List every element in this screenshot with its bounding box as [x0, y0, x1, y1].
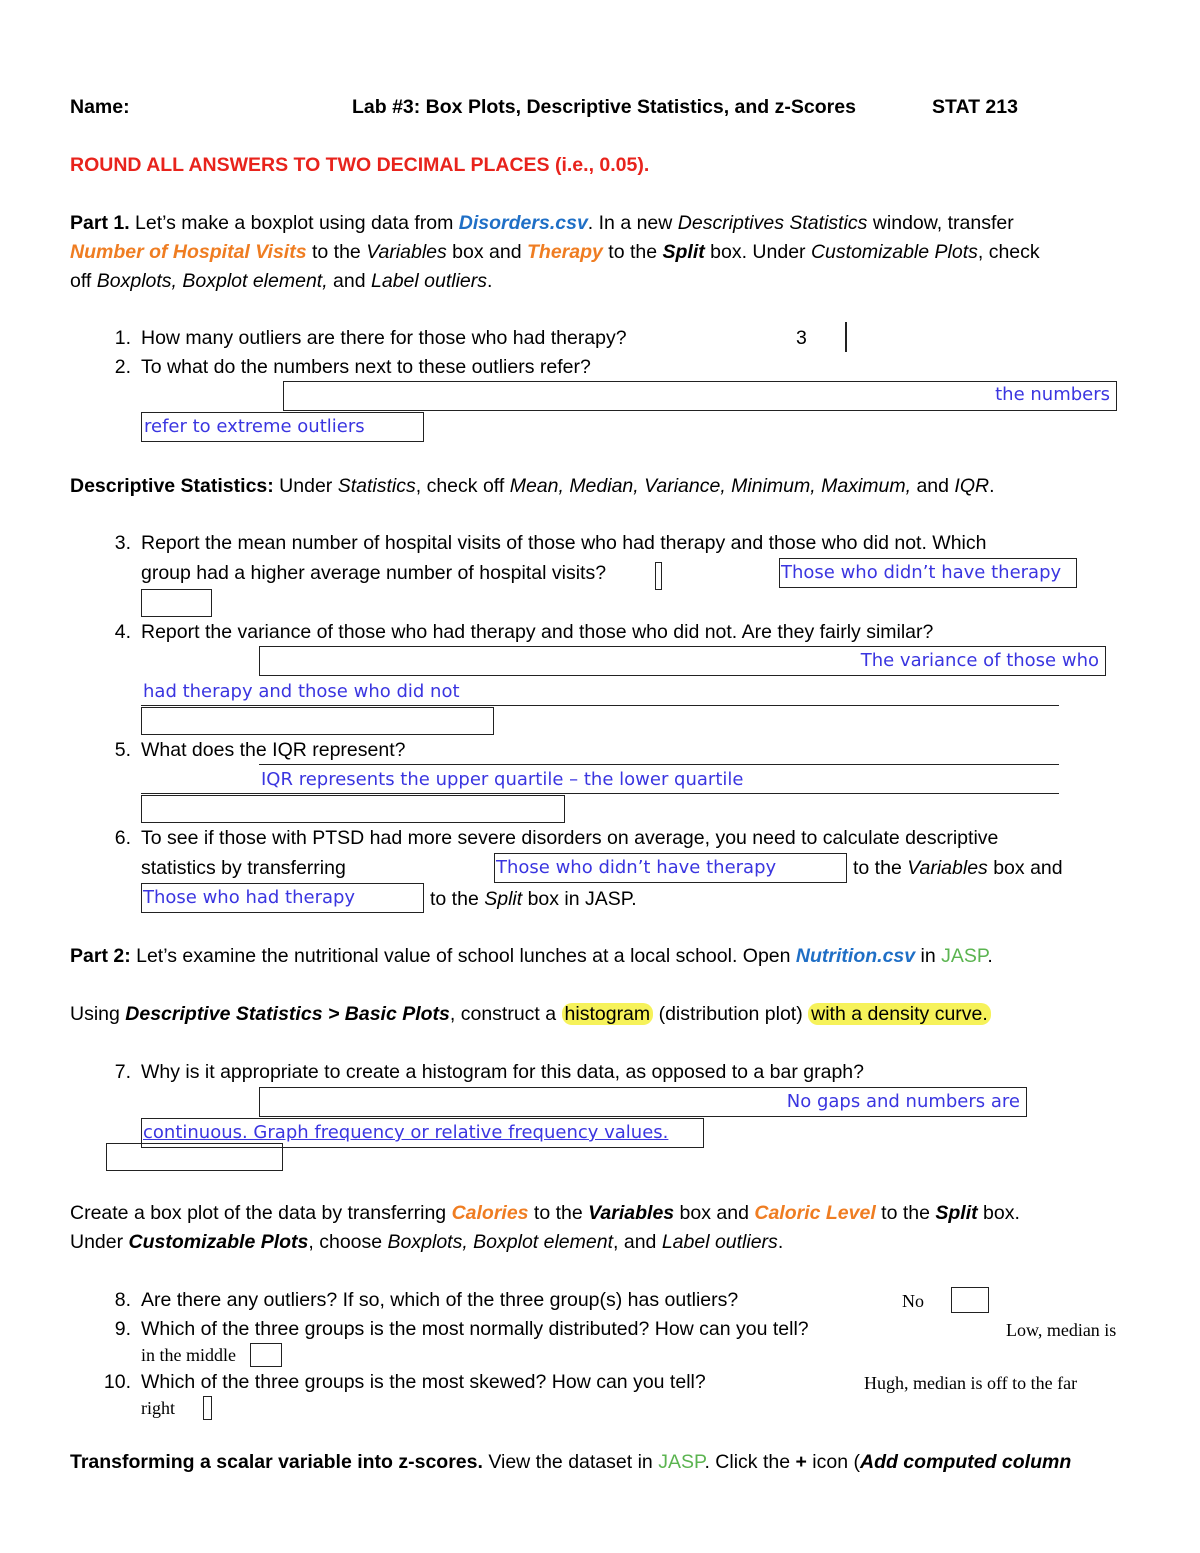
part1-line3 — [70, 270, 492, 293]
answer-text: No gaps and numbers are — [786, 1091, 1020, 1112]
section-label: Transforming a scalar variable into z-scores. — [70, 1451, 483, 1473]
histogram-instruction — [70, 1003, 991, 1026]
text: . — [987, 945, 993, 967]
question-text: What does the IQR represent? — [141, 739, 406, 761]
disorders-file: Disorders.csv — [458, 212, 588, 234]
question-text: Report the mean number of hospital visits of those who had therapy and those who did not. Which — [141, 532, 987, 554]
text: box and — [446, 241, 527, 263]
answer-4-underline — [141, 705, 1059, 706]
question-text: To see if those with PTSD had more severe disorders on average, you need to calculate descriptive — [141, 827, 999, 849]
part2-paragraph — [70, 945, 993, 968]
question-number: 4. — [114, 621, 131, 643]
question-number: 7. — [114, 1061, 131, 1083]
question-text: Are there any outliers? If so, which of the three group(s) has outliers? — [141, 1289, 739, 1311]
text: to the — [602, 241, 663, 263]
text: to the — [306, 241, 367, 263]
answer-1-field[interactable]: 3 — [796, 327, 807, 349]
part1-line2 — [70, 241, 1040, 264]
name-label: Name: — [70, 96, 130, 118]
course-code: STAT 213 — [932, 96, 1018, 118]
answer-5-underline — [141, 793, 1059, 794]
text: Boxplots, Boxplot element — [387, 1231, 614, 1253]
section-label: Part 2: — [70, 945, 131, 967]
answer-5-field[interactable] — [141, 795, 565, 823]
text: , and — [613, 1231, 662, 1253]
answer-9-text-b: in the middle — [141, 1345, 236, 1365]
text: Add computed column — [859, 1451, 1072, 1473]
lab-title: Lab #3: Box Plots, Descriptive Statistics, and z-Scores — [352, 96, 856, 118]
text: . In a new — [587, 212, 678, 234]
text: . — [989, 475, 995, 497]
answer-6-field-b[interactable] — [141, 883, 424, 913]
question-text: Which of the three groups is the most skewed? How can you tell? — [141, 1371, 706, 1393]
section-label: Descriptive Statistics: — [70, 475, 274, 497]
text: and — [911, 475, 955, 497]
boxplot-instruction-line2 — [70, 1231, 783, 1254]
text: , check off — [415, 475, 510, 497]
text-cursor-box — [655, 562, 662, 590]
answer-4-field-b[interactable] — [141, 707, 494, 735]
answer-10-field[interactable] — [203, 1396, 212, 1420]
text: Label outliers — [371, 270, 488, 292]
answer-text: Those who had therapy — [143, 887, 356, 908]
descriptive-stats-paragraph — [70, 475, 995, 498]
answer-3-field-b[interactable] — [141, 589, 212, 617]
answer-10-text-a: Hugh, median is off to the far — [864, 1373, 1078, 1393]
answer-9-text-a: Low, median is — [1006, 1320, 1117, 1340]
question-6 — [95, 827, 998, 850]
text: . Click the — [704, 1451, 796, 1473]
text: Mean, Median, Variance, Minimum, Maximum, — [509, 475, 912, 497]
var-hospital-visits: Number of Hospital Visits — [70, 241, 307, 263]
answer-4-text-b: had therapy and those who did not — [143, 681, 460, 702]
answer-text: Those who didn’t have therapy — [781, 562, 1062, 583]
answer-text: the numbers — [995, 384, 1110, 405]
question-6-tail-b — [430, 888, 637, 911]
answer-5-top-line — [259, 764, 1059, 765]
question-number: 5. — [114, 739, 131, 761]
text: Under — [70, 1231, 129, 1253]
text: to the — [853, 857, 908, 879]
text: IQR — [954, 475, 990, 497]
question-4 — [95, 621, 933, 644]
text: (distribution plot) — [653, 1003, 809, 1025]
boxplot-instruction — [70, 1202, 1020, 1225]
highlight-histogram: histogram — [562, 1003, 654, 1025]
question-number: 9. — [114, 1318, 131, 1340]
question-6-tail-a — [853, 857, 1063, 880]
var-caloric-level: Caloric Level — [754, 1202, 876, 1224]
text: . — [777, 1231, 784, 1253]
plus-icon: + — [795, 1451, 807, 1473]
question-6-line2: statistics by transferring — [141, 857, 346, 879]
question-number: 10. — [103, 1371, 131, 1393]
question-3-line2: group had a higher average number of hospital visits? — [141, 562, 607, 584]
question-10 — [95, 1371, 706, 1394]
text: Variables — [366, 241, 447, 263]
question-1 — [95, 327, 627, 350]
answer-8-field[interactable] — [951, 1287, 989, 1313]
question-number: 1. — [114, 327, 131, 349]
text: , check — [977, 241, 1040, 263]
text: Split — [662, 241, 705, 263]
question-text: Why is it appropriate to create a histogram for this data, as opposed to a bar graph? — [141, 1061, 864, 1083]
question-number: 2. — [114, 356, 131, 378]
question-5 — [95, 739, 405, 762]
answer-4-field-a[interactable] — [259, 646, 1106, 676]
text: to the — [430, 888, 485, 910]
part1-label: Part 1. — [70, 212, 130, 234]
answer-text: The variance of those who — [860, 650, 1099, 671]
question-number: 3. — [114, 532, 131, 554]
text: Under — [273, 475, 338, 497]
text: Split — [484, 888, 523, 910]
var-therapy: Therapy — [527, 241, 603, 263]
text: box. Under — [704, 241, 811, 263]
text: Customizable Plots — [128, 1231, 309, 1253]
var-calories: Calories — [451, 1202, 529, 1224]
answer-7-field-c[interactable] — [106, 1143, 283, 1171]
question-text: To what do the numbers next to these outliers refer? — [141, 356, 591, 378]
text: Label outliers — [661, 1231, 778, 1253]
text: , choose — [308, 1231, 388, 1253]
text: box and — [674, 1202, 755, 1224]
text: box. — [977, 1202, 1020, 1224]
answer-text: continuous. Graph frequency or relative frequency values. — [143, 1122, 669, 1143]
answer-7-field-a[interactable] — [259, 1087, 1027, 1117]
answer-5-text: IQR represents the upper quartile – the lower quartile — [261, 769, 744, 790]
text-cursor — [845, 322, 847, 352]
zscore-paragraph — [70, 1451, 1071, 1474]
text: in — [915, 945, 942, 967]
text: Split — [935, 1202, 978, 1224]
jasp-app: JASP — [941, 945, 988, 967]
question-number: 8. — [114, 1289, 131, 1311]
question-text: Report the variance of those who had therapy and those who did not. Are they fairly similar? — [141, 621, 934, 643]
text: Using — [70, 1003, 126, 1025]
rounding-instruction: ROUND ALL ANSWERS TO TWO DECIMAL PLACES (i.e., 0.05). — [70, 154, 650, 176]
text: window, transfer — [867, 212, 1014, 234]
text: to the — [528, 1202, 589, 1224]
nutrition-file: Nutrition.csv — [795, 945, 916, 967]
text: Create a box plot of the data by transferring — [70, 1202, 452, 1224]
text: , construct a — [449, 1003, 562, 1025]
highlight-density-curve: with a density curve. — [808, 1003, 991, 1025]
question-2 — [95, 356, 591, 379]
text: box in JASP. — [522, 888, 637, 910]
text: to the — [875, 1202, 936, 1224]
part1-paragraph — [70, 212, 1014, 235]
question-number: 6. — [114, 827, 131, 849]
text: Customizable Plots — [810, 241, 978, 263]
answer-2-field-b[interactable] — [141, 412, 424, 442]
text: View the dataset in — [482, 1451, 659, 1473]
text: Descriptives Statistics — [677, 212, 868, 234]
text: and — [327, 270, 372, 292]
question-3 — [95, 532, 987, 555]
answer-2-field-a[interactable] — [283, 381, 1117, 411]
text: Let’s examine the nutritional value of school lunches at a local school. Open — [130, 945, 796, 967]
answer-8-text: No — [902, 1291, 924, 1311]
question-text: Which of the three groups is the most normally distributed? How can you tell? — [141, 1318, 809, 1340]
text: . — [487, 270, 493, 292]
text: Descriptive Statistics > Basic Plots — [125, 1003, 450, 1025]
text: Statistics — [337, 475, 416, 497]
text: box and — [987, 857, 1063, 879]
question-7 — [95, 1061, 864, 1084]
question-9 — [95, 1318, 809, 1341]
answer-9-field[interactable] — [250, 1343, 282, 1367]
answer-text: Those who didn’t have therapy — [496, 857, 777, 878]
question-8 — [95, 1289, 738, 1312]
question-text: How many outliers are there for those who had therapy? — [141, 327, 627, 349]
text: icon ( — [806, 1451, 860, 1473]
text: off — [70, 270, 97, 292]
text: Boxplots, Boxplot element, — [96, 270, 328, 292]
text: Variables — [907, 857, 988, 879]
answer-6-field-a[interactable] — [494, 853, 847, 883]
answer-3-field-a[interactable] — [779, 558, 1077, 588]
answer-10-text-b: right — [141, 1398, 175, 1418]
text: Variables — [588, 1202, 675, 1224]
jasp-app: JASP — [658, 1451, 705, 1473]
text: Let’s make a boxplot using data from — [129, 212, 459, 234]
answer-text: refer to extreme outliers — [144, 416, 365, 437]
